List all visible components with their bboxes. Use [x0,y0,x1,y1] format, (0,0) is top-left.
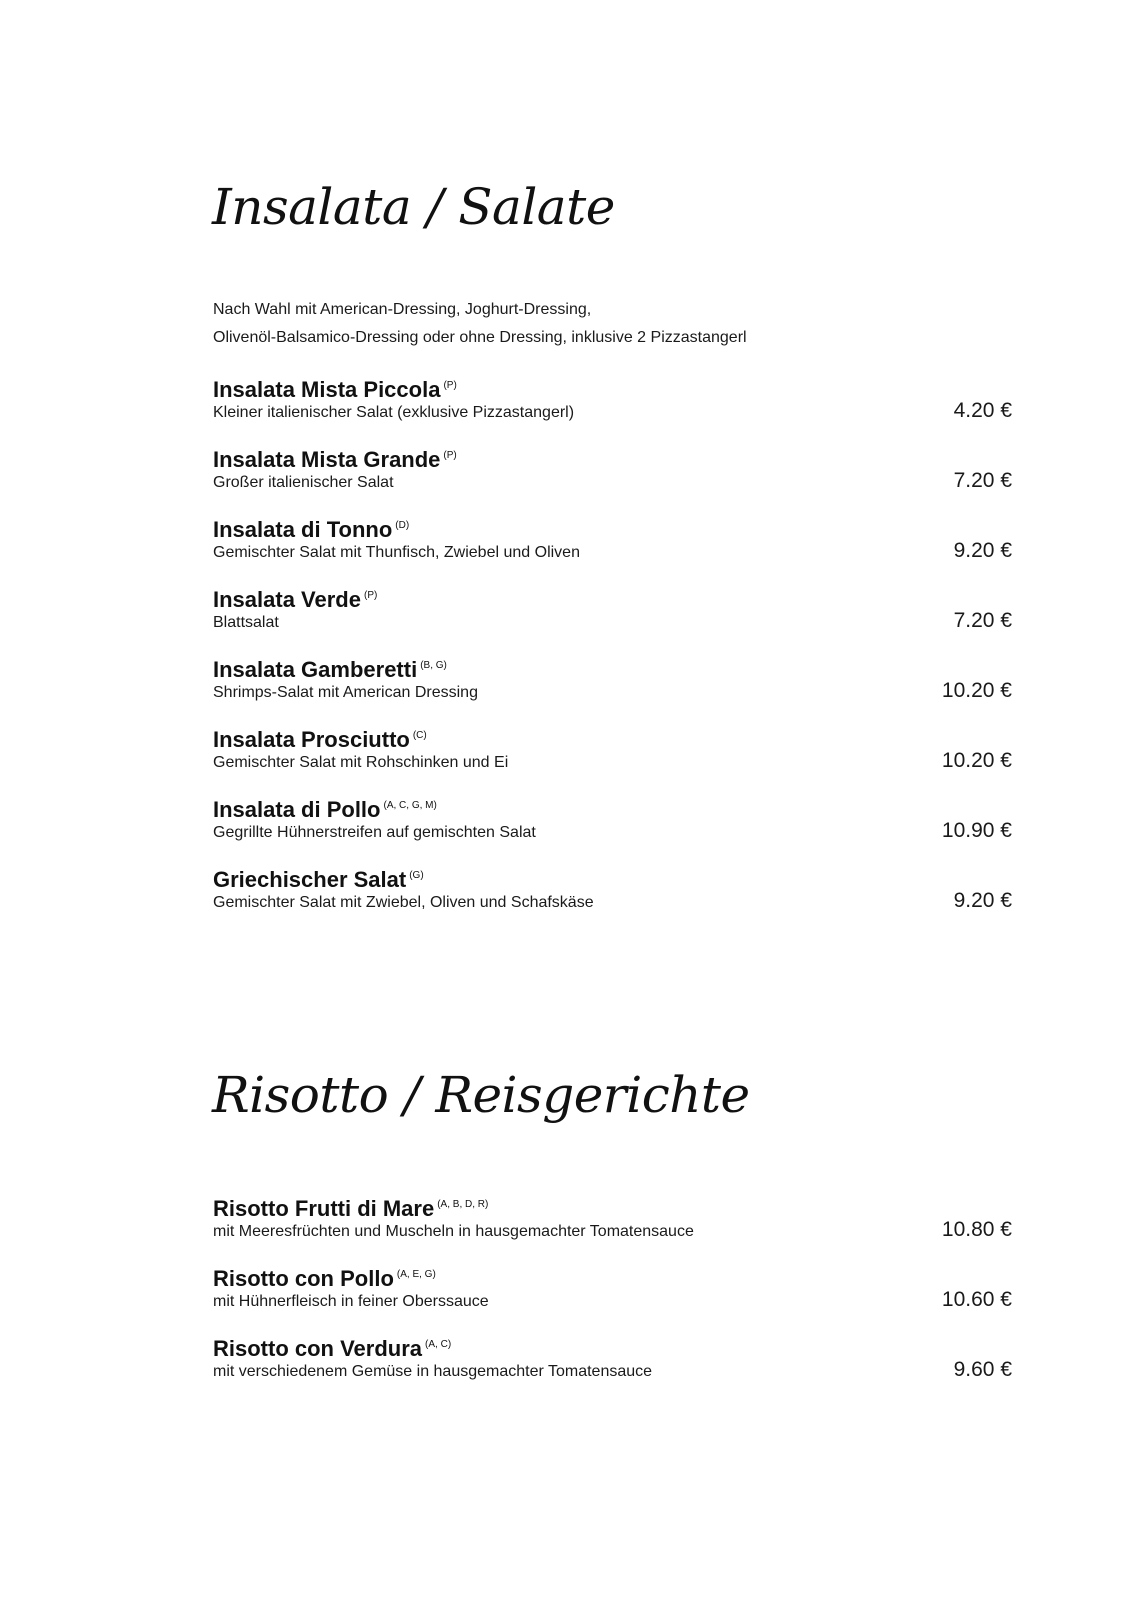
menu-item-name [213,652,447,684]
menu-item-name [213,1261,436,1293]
salads-intro [213,296,747,352]
menu-item-description: mit Meeresfrüchten und Muscheln in hausgemachter Tomatensauce [213,1223,694,1240]
menu-item-insalata-gamberetti [213,652,1012,722]
menu-item-description: mit Hühnerfleisch in feiner Oberssauce [213,1293,489,1310]
allergen-codes: (P) [363,590,378,601]
menu-item-title: Insalata di Pollo [213,797,381,822]
menu-item-title: Insalata Gamberetti [213,657,418,682]
menu-item-description: Gegrillte Hühnerstreifen auf gemischten Salat [213,824,536,841]
menu-item-price: 9.60 € [953,1358,1012,1381]
menu-item-insalata-prosciutto [213,722,1012,792]
menu-item-price: 10.20 € [941,679,1012,702]
menu-item-price: 9.20 € [953,889,1012,912]
menu-item-title: Risotto con Verdura [213,1336,423,1361]
menu-item-title: Insalata Mista Piccola [213,377,441,402]
menu-item-title: Insalata Mista Grande [213,447,441,472]
menu-item-description: Shrimps-Salat mit American Dressing [213,684,478,701]
menu-item-price: 7.20 € [953,609,1012,632]
allergen-codes: (A, C, G, M) [383,800,437,811]
menu-item-name [213,1191,488,1223]
menu-item-price: 10.90 € [941,819,1012,842]
menu-item-insalata-mista-grande [213,442,1012,512]
risotto-menu-list [213,1191,1012,1401]
menu-item-name [213,1331,451,1363]
menu-item-title: Risotto Frutti di Mare [213,1196,435,1221]
salads-intro-line-2: Olivenöl-Balsamico-Dressing oder ohne Dressing, inklusive 2 Pizzastangerl [213,329,747,346]
menu-item-title: Insalata Prosciutto [213,727,410,752]
allergen-codes: (C) [412,730,427,741]
menu-item-risotto-frutti-di-mare [213,1191,1012,1261]
allergen-codes: (B, G) [420,660,447,671]
menu-item-insalata-mista-piccola [213,372,1012,442]
menu-item-title: Griechischer Salat [213,867,407,892]
menu-item-description: Blattsalat [213,614,279,631]
allergen-codes: (A, E, G) [396,1269,436,1280]
menu-item-insalata-di-pollo [213,792,1012,862]
allergen-codes: (A, C) [425,1339,452,1350]
menu-item-description: Gemischter Salat mit Thunfisch, Zwiebel und Oliven [213,544,580,561]
menu-item-risotto-con-verdura [213,1331,1012,1401]
menu-item-title: Insalata di Tonno [213,517,393,542]
menu-item-name [213,792,437,824]
allergen-codes: (G) [409,870,424,881]
allergen-codes: (A, B, D, R) [437,1199,489,1210]
menu-item-name [213,582,377,614]
menu-item-griechischer-salat [213,862,1012,932]
menu-item-price: 7.20 € [953,469,1012,492]
menu-item-price: 10.60 € [941,1288,1012,1311]
allergen-codes: (P) [443,450,457,461]
menu-item-title: Insalata Verde [213,587,361,612]
menu-item-risotto-con-pollo [213,1261,1012,1331]
menu-item-name [213,722,427,754]
salads-intro-line-1: Nach Wahl mit American-Dressing, Joghurt-Dressing, [213,301,592,318]
menu-item-name [213,862,424,894]
menu-item-name [213,512,409,544]
salads-section-title: Insalata / Salate [212,178,615,236]
menu-item-price: 10.80 € [941,1218,1012,1241]
risotto-section-title: Risotto / Reisgerichte [212,1066,750,1124]
menu-item-price: 10.20 € [941,749,1012,772]
menu-item-name [213,442,457,474]
menu-item-price: 4.20 € [953,399,1012,422]
menu-item-insalata-di-tonno [213,512,1012,582]
allergen-codes: (D) [395,520,410,531]
menu-item-price: 9.20 € [953,539,1012,562]
allergen-codes: (P) [443,380,457,391]
menu-item-title: Risotto con Pollo [213,1266,394,1291]
menu-item-description: Gemischter Salat mit Rohschinken und Ei [213,754,509,771]
menu-item-description: Kleiner italienischer Salat (exklusive Pizzastangerl) [213,404,575,421]
menu-item-description: mit verschiedenem Gemüse in hausgemachter Tomatensauce [213,1363,653,1380]
menu-item-description: Gemischter Salat mit Zwiebel, Oliven und Schafskäse [213,894,594,911]
salads-menu-list [213,372,1012,932]
menu-item-description: Großer italienischer Salat [213,474,394,491]
menu-item-insalata-verde [213,582,1012,652]
menu-item-name [213,372,457,404]
